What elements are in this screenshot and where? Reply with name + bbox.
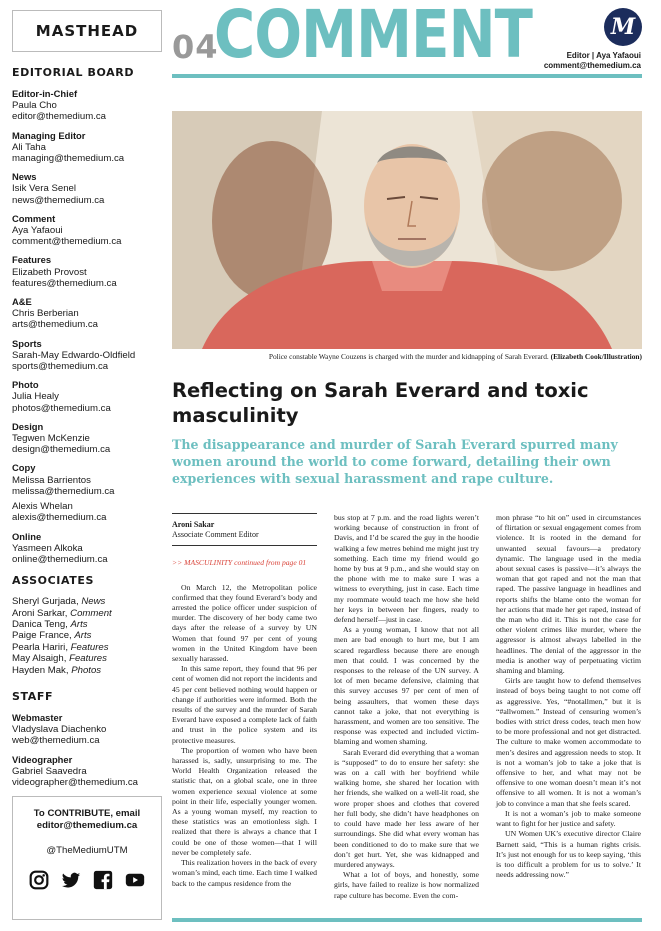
associates-list <box>12 596 164 676</box>
editorial-name: Alexis Whelan <box>12 501 73 513</box>
staff-email[interactable]: web@themedium.ca <box>12 735 100 747</box>
staff-title: STAFF <box>12 689 54 703</box>
body-paragraph: Sarah Everard did everything that a woman is “supposed” to do to ensure her safety: she was on a call with her boyfriend while walking home, she shared her location with her friends, she walked on a well-lit road, she wore proper shoes and clothes that covered her full body, she didn’t have headphones on to could have made her less aware of her surroundings. She did what every woman has been conditioned to do to make sure that we don’t get hurt. Yet, she was kidnapped and murdered anyways. <box>334 747 479 869</box>
editorial-name: Paula Cho <box>12 100 57 112</box>
staff-email[interactable]: videographer@themedium.ca <box>12 776 138 788</box>
editorial-name: Chris Berberian <box>12 308 79 320</box>
staff-entry <box>12 754 164 789</box>
body-paragraph: bus stop at 7 p.m. and the road lights weren’t working because of construction in front of Davis, and I’d be scared the guy in the hoodie walking a few metres behind me might just try something. Each time my friend would go home by bus at 9 p.m., and she would stay on the phone with me to make sure I was a witness to everything, just in case. Each time my roommate would teach me how she held her keys in between her fingers, ready to defend herself—just in case. <box>334 513 479 625</box>
editorial-email[interactable]: features@themedium.ca <box>12 277 117 289</box>
editorial-role: A&E <box>12 296 32 308</box>
associate-name: Pearla Hariri, <box>12 641 68 653</box>
caption-text: Police constable Wayne Couzens is charged with the murder and kidnapping of Sarah Everard. <box>268 352 549 361</box>
associate-section: Arts <box>70 618 88 630</box>
editorial-entry <box>12 213 164 248</box>
editorial-name: Sarah-May Edwardo-Oldfield <box>12 349 136 361</box>
editorial-list <box>12 88 164 565</box>
editorial-role: Features <box>12 254 52 266</box>
associate-name: Danica Teng, <box>12 618 68 630</box>
staff-role: Videographer <box>12 753 73 765</box>
facebook-icon[interactable] <box>93 870 113 890</box>
associates-title: ASSOCIATES <box>12 574 94 588</box>
footer-rule <box>172 918 642 922</box>
logo-letter: M <box>610 14 636 40</box>
body-paragraph: Girls are taught how to defend themselves instead of boys being taught to not come off as aggressive. Yes, “#notallmen,” but it is “#allwomen.” Instead of censuring women’s bodies with strict dress codes, teach men how to be more professional and not get distracted. The culture to make women accommodate to men’s desires and aggression needs to stop. It is not a woman’s job to take a joke that is offensive to her, and what may not be offensive to one woman doesn’t mean it’s not offensive to all women. It is not a woman’s job to convince a man that she feels scared. <box>496 676 641 808</box>
editorial-role: News <box>12 171 37 183</box>
editorial-email[interactable]: sports@themedium.ca <box>12 361 109 373</box>
article-column-3 <box>496 513 641 880</box>
body-paragraph: As a young woman, I know that not all men are bad enough to hurt me, but I am scared regardless because there are enough men that could. I was concerned by the responses to the release of the UN survey. A lot of men became defensive, claiming that this survey accuses 97 per cent of men of being assaulters, that women these days cannot take a joke, that not everything is harassment, and women are too sensitive. The response was expected and included victim-blaming and women shaming. <box>334 625 479 747</box>
associate-entry <box>12 665 164 676</box>
editorial-name: Elizabeth Provost <box>12 266 87 278</box>
editorial-entry <box>12 421 164 456</box>
staff-name: Vladyslava Diachenko <box>12 724 107 736</box>
editor-name: Editor | Aya Yafaoui <box>566 51 641 60</box>
article-body <box>172 513 642 909</box>
caption-credit: (Elizabeth Cook/Illustration) <box>550 352 642 361</box>
author-name: Aroni Sakar <box>172 520 215 529</box>
editorial-name: Isik Vera Senel <box>12 183 76 195</box>
author-role: Associate Comment Editor <box>172 530 259 540</box>
section-title: COMMENT <box>214 0 533 73</box>
body-paragraph: On March 12, the Metropolitan police confirmed that they found Everard’s body and arrested the police officer under suspicion of murder. The discovery of her body came two days after the release of a survey by UN Women that found 97 per cent of young women in the United Kingdom have been sexually harassed. <box>172 582 317 664</box>
page-number: 04 <box>172 28 219 66</box>
editorial-name: Tegwen McKenzie <box>12 433 90 445</box>
article-deck: The disappearance and murder of Sarah Everard spurred many women around the world to come forward, detailing their own experiences with sexual harassment and rape culture. <box>172 437 618 486</box>
editorial-email[interactable]: editor@themedium.ca <box>12 111 106 123</box>
associate-section: Arts <box>74 630 92 642</box>
editorial-role: Design <box>12 420 44 432</box>
associate-name: Paige France, <box>12 630 72 642</box>
editorial-role: Comment <box>12 212 56 224</box>
body-paragraph: mon phrase “to hit on” used in circumstances of flirtation or sexual engagement comes from violence. It is rooted in the demand for unwanted sexual favours—a predatory dynamic. The language used in the media about sexual cases is passive—it’s always the woman that got raped and not the man that raped. The passive language in headlines and reports shifts the blame onto the woman for her actions that made her get raped, instead of the man who did it. This is not the case for other violent crimes like murder, where the aggressor is almost always labelled in the headlines. The denial of the aggressor in the media is another way of perpetuating victim shaming and blaming. <box>496 513 641 676</box>
youtube-icon[interactable] <box>125 870 145 890</box>
editorial-role: Online <box>12 530 42 542</box>
article-column-1 <box>172 513 317 889</box>
editorial-role: Photo <box>12 379 39 391</box>
editorial-email[interactable]: alexis@themedium.ca <box>12 512 107 524</box>
staff-entry <box>12 712 164 747</box>
editorial-entry <box>12 531 164 566</box>
editorial-email[interactable]: melissa@themedium.ca <box>12 485 115 497</box>
article-column-2 <box>334 513 479 901</box>
editorial-board-title: EDITORIAL BOARD <box>12 66 135 79</box>
associate-entry <box>12 642 164 653</box>
editor-email[interactable]: comment@themedium.ca <box>543 61 641 70</box>
associate-entry <box>12 653 164 664</box>
social-icons <box>13 870 161 890</box>
editorial-entry <box>12 254 164 289</box>
associate-entry <box>12 630 164 641</box>
masthead-label: MASTHEAD <box>12 10 162 52</box>
contribute-email[interactable]: editor@themedium.ca <box>36 820 138 831</box>
courtroom-sketch-illustration <box>172 111 642 349</box>
associate-name: Aroni Sarkar, <box>12 607 68 619</box>
editorial-entry <box>12 130 164 165</box>
sketch-art <box>172 111 642 349</box>
editorial-role: Managing Editor <box>12 129 86 141</box>
staff-list <box>12 712 164 788</box>
associate-section: News <box>81 596 106 608</box>
twitter-icon[interactable] <box>61 870 81 890</box>
associate-entry <box>12 608 164 619</box>
byline-rule-bottom <box>172 545 317 546</box>
body-paragraph: It is not a woman’s job to make someone want to fight for her justice and safety. <box>496 808 641 829</box>
editorial-entry <box>12 501 164 523</box>
associate-name: May Alsaigh, <box>12 653 67 665</box>
staff-name: Gabriel Saavedra <box>12 765 87 777</box>
editorial-entry <box>12 379 164 414</box>
sidebar <box>12 66 164 795</box>
body-paragraph: In this same report, they found that 96 per cent of women did not report the incidents and 45 per cent believed nothing would happen or change if authorities were informed. Both the results of the survey and the murder of Sarah Everard have exposed a complete lack of faith and trust in the police system and its protective measures. <box>172 664 317 745</box>
associate-name: Hayden Mak, <box>12 664 69 676</box>
editorial-entry <box>12 338 164 373</box>
photo-caption <box>172 352 642 361</box>
editorial-entry <box>12 171 164 206</box>
social-handle[interactable]: @TheMediumUTM <box>46 845 128 856</box>
editorial-email[interactable]: photos@themedium.ca <box>12 402 111 414</box>
medium-logo[interactable] <box>604 8 642 46</box>
associate-section: Comment <box>70 607 112 619</box>
editorial-entry <box>12 296 164 331</box>
editorial-entry <box>12 462 164 497</box>
article-headline: Reflecting on Sarah Everard and toxic masculinity <box>172 379 589 427</box>
body-paragraph: The proportion of women who have been harassed is, sadly, unsurprising to me. The World Health Organization released the statistic that, on a global scale, one in three women experience sexual violence at some point in their life, especially younger women. As a young woman myself, my reaction to these statistics was an emotionless sigh. I realized that there is always a chance that I could be one of those women—that I will never be completely safe. <box>172 745 317 857</box>
editorial-name: Melissa Barrientos <box>12 474 91 486</box>
body-paragraph: UN Women UK’s executive director Claire Barnett said, “This is a human rights crisis. It’s just not enough for us to keep saying, ‘this is too difficult a problem for us to solve.’ It needs addressing now.” <box>496 829 641 880</box>
associate-section: Features <box>70 641 109 653</box>
header-rule <box>172 74 642 78</box>
contribute-box <box>12 796 162 920</box>
editorial-email[interactable]: comment@themedium.ca <box>12 236 122 248</box>
editorial-email[interactable]: arts@themedium.ca <box>12 319 98 331</box>
body-paragraph: What a lot of boys, and honestly, some girls, have failed to realize is how normalized rape culture has become. Even the com- <box>334 870 479 900</box>
associate-section: Features <box>69 653 107 665</box>
byline-rule <box>172 513 317 514</box>
editorial-role: Copy <box>12 462 36 474</box>
contribute-line: To CONTRIBUTE, email <box>33 808 141 819</box>
associate-entry <box>12 619 164 630</box>
body-paragraph: This realization hovers in the back of every woman’s mind, each time. Each time I walked back to the campus residence from the <box>172 858 317 888</box>
editorial-name: Julia Healy <box>12 391 59 403</box>
staff-role: Webmaster <box>12 711 63 723</box>
editorial-role: Sports <box>12 337 42 349</box>
associate-entry <box>12 596 164 607</box>
editorial-email[interactable]: managing@themedium.ca <box>12 153 125 165</box>
editorial-name: Yasmeen Alkoka <box>12 542 83 554</box>
associate-section: Photos <box>71 664 102 676</box>
editorial-entry <box>12 88 164 123</box>
editorial-email[interactable]: news@themedium.ca <box>12 194 105 206</box>
editorial-role: Editor-in-Chief <box>12 88 78 99</box>
editorial-email[interactable]: online@themedium.ca <box>12 553 108 565</box>
continued-from-link[interactable]: >> MASCULINITY continued from page 01 <box>172 558 307 568</box>
editorial-email[interactable]: design@themedium.ca <box>12 444 111 456</box>
editorial-name: Ali Taha <box>12 141 46 153</box>
editorial-name: Aya Yafaoui <box>12 225 63 237</box>
instagram-icon[interactable] <box>29 870 49 890</box>
associate-name: Sheryl Gurjada, <box>12 596 79 608</box>
section-editor <box>544 51 641 71</box>
